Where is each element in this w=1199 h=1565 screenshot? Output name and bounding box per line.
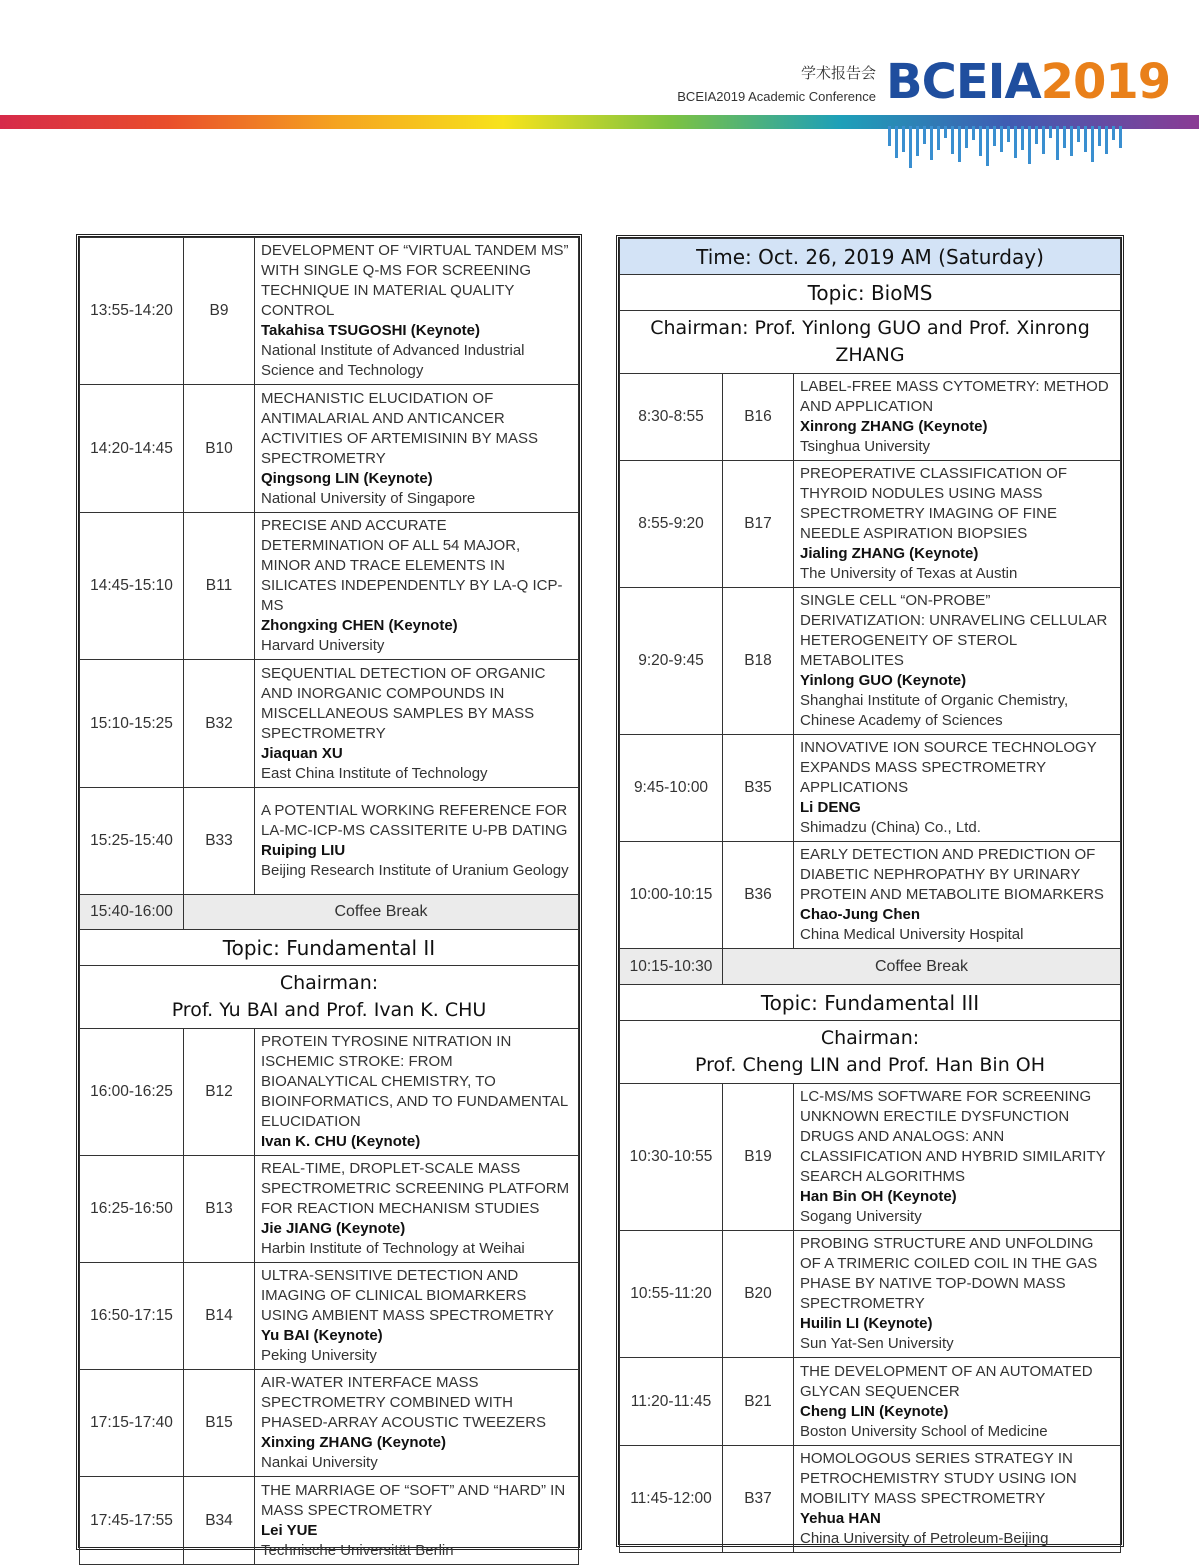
- topic-row: [620, 275, 1121, 311]
- session-row: [80, 788, 579, 895]
- talk-speaker: Jie JIANG (Keynote): [261, 1220, 406, 1237]
- talk-affiliation: East China Institute of Technology: [261, 764, 488, 782]
- logo-text-bceia: BCEIA: [886, 54, 1041, 110]
- talk-title: THE MARRIAGE OF “SOFT” AND “HARD” IN MASS SPECTROMETRY: [261, 1481, 566, 1519]
- session-code: B18: [723, 588, 794, 735]
- session-code: B36: [723, 842, 794, 949]
- talk-cell: [794, 374, 1121, 461]
- chairman-cell: [80, 966, 579, 1029]
- talk-speaker: Li DENG: [800, 799, 861, 816]
- session-code: B10: [184, 385, 255, 513]
- time-header: Time: Oct. 26, 2019 AM (Saturday): [620, 239, 1121, 275]
- session-code: B37: [723, 1446, 794, 1553]
- session-row: [620, 461, 1121, 588]
- session-row: [80, 1370, 579, 1477]
- coffee-break-label: Coffee Break: [723, 949, 1121, 985]
- talk-cell: [794, 588, 1121, 735]
- session-time: 8:30-8:55: [620, 374, 723, 461]
- session-row: [80, 513, 579, 660]
- talk-title: A POTENTIAL WORKING REFERENCE FOR LA-MC-ICP-MS CASSITERITE U-PB DATING: [261, 802, 568, 839]
- talk-affiliation: Boston University School of Medicine: [800, 1422, 1048, 1440]
- session-code: B15: [184, 1370, 255, 1477]
- talk-title: PRECISE AND ACCURATE DETERMINATION OF ALL 54 MAJOR, MINOR AND TRACE ELEMENTS IN SILICATES INDEPENDENTLY BY LA-Q ICP-MS: [261, 517, 563, 614]
- talk-cell: [255, 660, 579, 788]
- talk-cell: [255, 1263, 579, 1370]
- break-time: 15:40-16:00: [80, 895, 184, 930]
- session-row: [80, 238, 579, 385]
- talk-affiliation: Harvard University: [261, 637, 385, 654]
- session-time: 11:20-11:45: [620, 1358, 723, 1446]
- session-row: [620, 1084, 1121, 1231]
- talk-affiliation: Beijing Research Institute of Uranium Geology: [261, 862, 569, 879]
- talk-affiliation: China Medical University Hospital: [800, 926, 1024, 943]
- talk-cell: [255, 385, 579, 513]
- break-row: [620, 949, 1121, 985]
- talk-speaker: Zhongxing CHEN (Keynote): [261, 617, 458, 634]
- talk-title: AIR-WATER INTERFACE MASS SPECTROMETRY COMBINED WITH PHASED-ARRAY ACOUSTIC TWEEZERS: [261, 1374, 547, 1431]
- logo-text-year: 2019: [1040, 54, 1171, 110]
- page-header: [0, 0, 1199, 200]
- talk-cell: [255, 1156, 579, 1263]
- chairman-cell: Chairman: Prof. Yinlong GUO and Prof. Xinrong ZHANG: [620, 311, 1121, 374]
- chairman-names: Prof. Yu BAI and Prof. Ivan K. CHU: [171, 999, 487, 1021]
- talk-title: LABEL-FREE MASS CYTOMETRY: METHOD AND APPLICATION: [800, 378, 1109, 415]
- talk-title: REAL-TIME, DROPLET-SCALE MASS SPECTROMETRIC SCREENING PLATFORM FOR REACTION MECHANISM STUDIES: [261, 1160, 570, 1217]
- topic-row: [620, 985, 1121, 1021]
- talk-affiliation: The University of Texas at Austin: [800, 565, 1018, 582]
- header-english-title: BCEIA2019 Academic Conference: [677, 89, 876, 104]
- session-time: 10:55-11:20: [620, 1231, 723, 1358]
- session-code: B34: [184, 1477, 255, 1565]
- talk-speaker: Yinlong GUO (Keynote): [800, 672, 967, 689]
- talk-cell: [794, 1446, 1121, 1553]
- talk-affiliation: National University of Singapore: [261, 489, 476, 507]
- schedule-table-right: [616, 235, 1124, 1547]
- talk-cell: [255, 1370, 579, 1477]
- session-row: [80, 385, 579, 513]
- talk-cell: [794, 1358, 1121, 1446]
- talk-speaker: Yehua HAN: [800, 1510, 881, 1527]
- session-time: 17:15-17:40: [80, 1370, 184, 1477]
- session-code: B17: [723, 461, 794, 588]
- session-time: 16:50-17:15: [80, 1263, 184, 1370]
- soundwave-bars-icon: [886, 126, 1126, 174]
- talk-speaker: Han Bin OH (Keynote): [800, 1188, 957, 1205]
- session-code: B12: [184, 1029, 255, 1156]
- chairman-label: Chairman:: [820, 1027, 920, 1049]
- session-row: [80, 660, 579, 788]
- session-time: 17:45-17:55: [80, 1477, 184, 1565]
- session-time: 9:45-10:00: [620, 735, 723, 842]
- talk-affiliation: Technische Universität Berlin: [261, 1541, 454, 1559]
- session-row: [620, 588, 1121, 735]
- topic-title: Topic: Fundamental II: [80, 930, 579, 966]
- session-time: 16:00-16:25: [80, 1029, 184, 1156]
- session-time: 14:20-14:45: [80, 385, 184, 513]
- session-time: 11:45-12:00: [620, 1446, 723, 1553]
- session-time: 15:25-15:40: [80, 788, 184, 895]
- talk-affiliation: Tsinghua University: [800, 438, 931, 455]
- talk-cell: [794, 1231, 1121, 1358]
- talk-speaker: Qingsong LIN (Keynote): [261, 469, 433, 487]
- session-code: B11: [184, 513, 255, 660]
- session-time: 15:10-15:25: [80, 660, 184, 788]
- break-row: [80, 895, 579, 930]
- chairman-row: [620, 311, 1121, 374]
- talk-speaker: Ruiping LIU: [261, 842, 346, 859]
- session-row: [620, 842, 1121, 949]
- talk-cell: [255, 1029, 579, 1156]
- talk-speaker: Xinrong ZHANG (Keynote): [800, 418, 988, 435]
- talk-affiliation: Sun Yat-Sen University: [800, 1335, 954, 1352]
- session-time: 13:55-14:20: [80, 238, 184, 385]
- session-code: B35: [723, 735, 794, 842]
- talk-title: PREOPERATIVE CLASSIFICATION OF THYROID NODULES USING MASS SPECTROMETRY IMAGING OF FINE NEEDLE ASPIRATION BIOPSIES: [800, 465, 1067, 542]
- chairman-row: [620, 1021, 1121, 1084]
- talk-title: THE DEVELOPMENT OF AN AUTOMATED GLYCAN SEQUENCER: [800, 1362, 1093, 1400]
- session-time: 16:25-16:50: [80, 1156, 184, 1263]
- time-header-row: [620, 239, 1121, 275]
- talk-speaker: Jialing ZHANG (Keynote): [800, 545, 979, 562]
- talk-speaker: Yu BAI (Keynote): [261, 1327, 383, 1344]
- talk-affiliation: Peking University: [261, 1347, 377, 1364]
- session-row: [80, 1477, 579, 1565]
- talk-title: HOMOLOGOUS SERIES STRATEGY IN PETROCHEMISTRY STUDY USING ION MOBILITY MASS SPECTROMETRY: [800, 1450, 1077, 1507]
- talk-affiliation: China University of Petroleum-Beijing: [800, 1530, 1049, 1547]
- talk-title: LC-MS/MS SOFTWARE FOR SCREENING UNKNOWN ERECTILE DYSFUNCTION DRUGS AND ANALOGS: ANN CLASSIFICATION AND HYBRID SIMILARITY SEARCH ALGORITHMS: [800, 1088, 1106, 1185]
- talk-speaker: Chao-Jung Chen: [800, 906, 920, 923]
- talk-title: DEVELOPMENT OF “VIRTUAL TANDEM MS” WITH SINGLE Q-MS FOR SCREENING TECHNIQUE IN MATERIAL QUALITY CONTROL: [261, 242, 569, 319]
- talk-affiliation: National Institute of Advanced Industrial Science and Technology: [261, 342, 525, 379]
- session-code: B19: [723, 1084, 794, 1231]
- session-code: B32: [184, 660, 255, 788]
- session-time: 9:20-9:45: [620, 588, 723, 735]
- talk-speaker: Xinxing ZHANG (Keynote): [261, 1434, 447, 1451]
- talk-cell: [794, 461, 1121, 588]
- talk-affiliation: Shimadzu (China) Co., Ltd.: [800, 819, 981, 836]
- talk-speaker: Takahisa TSUGOSHI (Keynote): [261, 322, 480, 339]
- talk-speaker: Ivan K. CHU (Keynote): [261, 1133, 421, 1150]
- session-time: 10:30-10:55: [620, 1084, 723, 1231]
- chairman-label: Chairman:: [279, 972, 379, 994]
- talk-title: PROTEIN TYROSINE NITRATION IN ISCHEMIC STROKE: FROM BIOANALYTICAL CHEMISTRY, TO BIOINFORMATICS, AND TO FUNDAMENTAL ELUCIDATION: [261, 1033, 568, 1130]
- talk-title: SINGLE CELL “ON-PROBE” DERIVATIZATION: UNRAVELING CELLULAR HETEROGENEITY OF STEROL METABOLITES: [800, 592, 1108, 669]
- break-time: 10:15-10:30: [620, 949, 723, 985]
- bceia-logo: [886, 52, 1170, 112]
- talk-cell: [794, 735, 1121, 842]
- coffee-break-label: Coffee Break: [184, 895, 579, 930]
- talk-title: PROBING STRUCTURE AND UNFOLDING OF A TRIMERIC COILED COIL IN THE GAS PHASE BY NATIVE TOP-DOWN MASS SPECTROMETRY: [800, 1235, 1098, 1312]
- talk-affiliation: Nankai University: [261, 1454, 378, 1471]
- talk-cell: [794, 842, 1121, 949]
- session-code: B9: [184, 238, 255, 385]
- talk-speaker: Jiaquan XU: [261, 744, 343, 762]
- talk-title: INNOVATIVE ION SOURCE TECHNOLOGY EXPANDS MASS SPECTROMETRY APPLICATIONS: [800, 739, 1097, 796]
- talk-affiliation: Harbin Institute of Technology at Weihai: [261, 1240, 525, 1257]
- talk-cell: [255, 238, 579, 385]
- session-row: [620, 1446, 1121, 1553]
- topic-title: Topic: BioMS: [620, 275, 1121, 311]
- session-row: [620, 374, 1121, 461]
- chairman-names: Prof. Cheng LIN and Prof. Han Bin OH: [694, 1054, 1046, 1076]
- chairman-cell: [620, 1021, 1121, 1084]
- session-code: B16: [723, 374, 794, 461]
- talk-speaker: Lei YUE: [261, 1521, 318, 1539]
- talk-title: SEQUENTIAL DETECTION OF ORGANIC AND INORGANIC COMPOUNDS IN MISCELLANEOUS SAMPLES BY MASS SPECTROMETRY: [261, 664, 546, 742]
- talk-cell: [794, 1084, 1121, 1231]
- session-time: 10:00-10:15: [620, 842, 723, 949]
- session-row: [620, 1231, 1121, 1358]
- talk-cell: [255, 788, 579, 895]
- talk-speaker: Huilin LI (Keynote): [800, 1315, 933, 1332]
- talk-cell: [255, 1477, 579, 1565]
- session-code: B21: [723, 1358, 794, 1446]
- talk-title: EARLY DETECTION AND PREDICTION OF DIABETIC NEPHROPATHY BY URINARY PROTEIN AND METABOLITE BIOMARKERS: [800, 846, 1104, 903]
- talk-cell: [255, 513, 579, 660]
- chairman-row: [80, 966, 579, 1029]
- session-time: 14:45-15:10: [80, 513, 184, 660]
- session-row: [80, 1156, 579, 1263]
- talk-title: MECHANISTIC ELUCIDATION OF ANTIMALARIAL AND ANTICANCER ACTIVITIES OF ARTEMISININ BY MASS SPECTROMETRY: [261, 389, 539, 467]
- topic-row: [80, 930, 579, 966]
- talk-affiliation: Shanghai Institute of Organic Chemistry, Chinese Academy of Sciences: [800, 692, 1069, 729]
- session-row: [620, 1358, 1121, 1446]
- topic-title: Topic: Fundamental III: [620, 985, 1121, 1021]
- header-chinese-title: 学术报告会: [800, 64, 876, 82]
- session-row: [620, 735, 1121, 842]
- session-row: [80, 1263, 579, 1370]
- talk-affiliation: Sogang University: [800, 1208, 922, 1225]
- session-code: B13: [184, 1156, 255, 1263]
- session-code: B33: [184, 788, 255, 895]
- session-code: B20: [723, 1231, 794, 1358]
- talk-speaker: Cheng LIN (Keynote): [800, 1402, 949, 1420]
- session-row: [80, 1029, 579, 1156]
- talk-title: ULTRA-SENSITIVE DETECTION AND IMAGING OF CLINICAL BIOMARKERS USING AMBIENT MASS SPECTROMETRY: [261, 1267, 554, 1324]
- session-code: B14: [184, 1263, 255, 1370]
- schedule-table-left: [76, 234, 582, 1559]
- session-time: 8:55-9:20: [620, 461, 723, 588]
